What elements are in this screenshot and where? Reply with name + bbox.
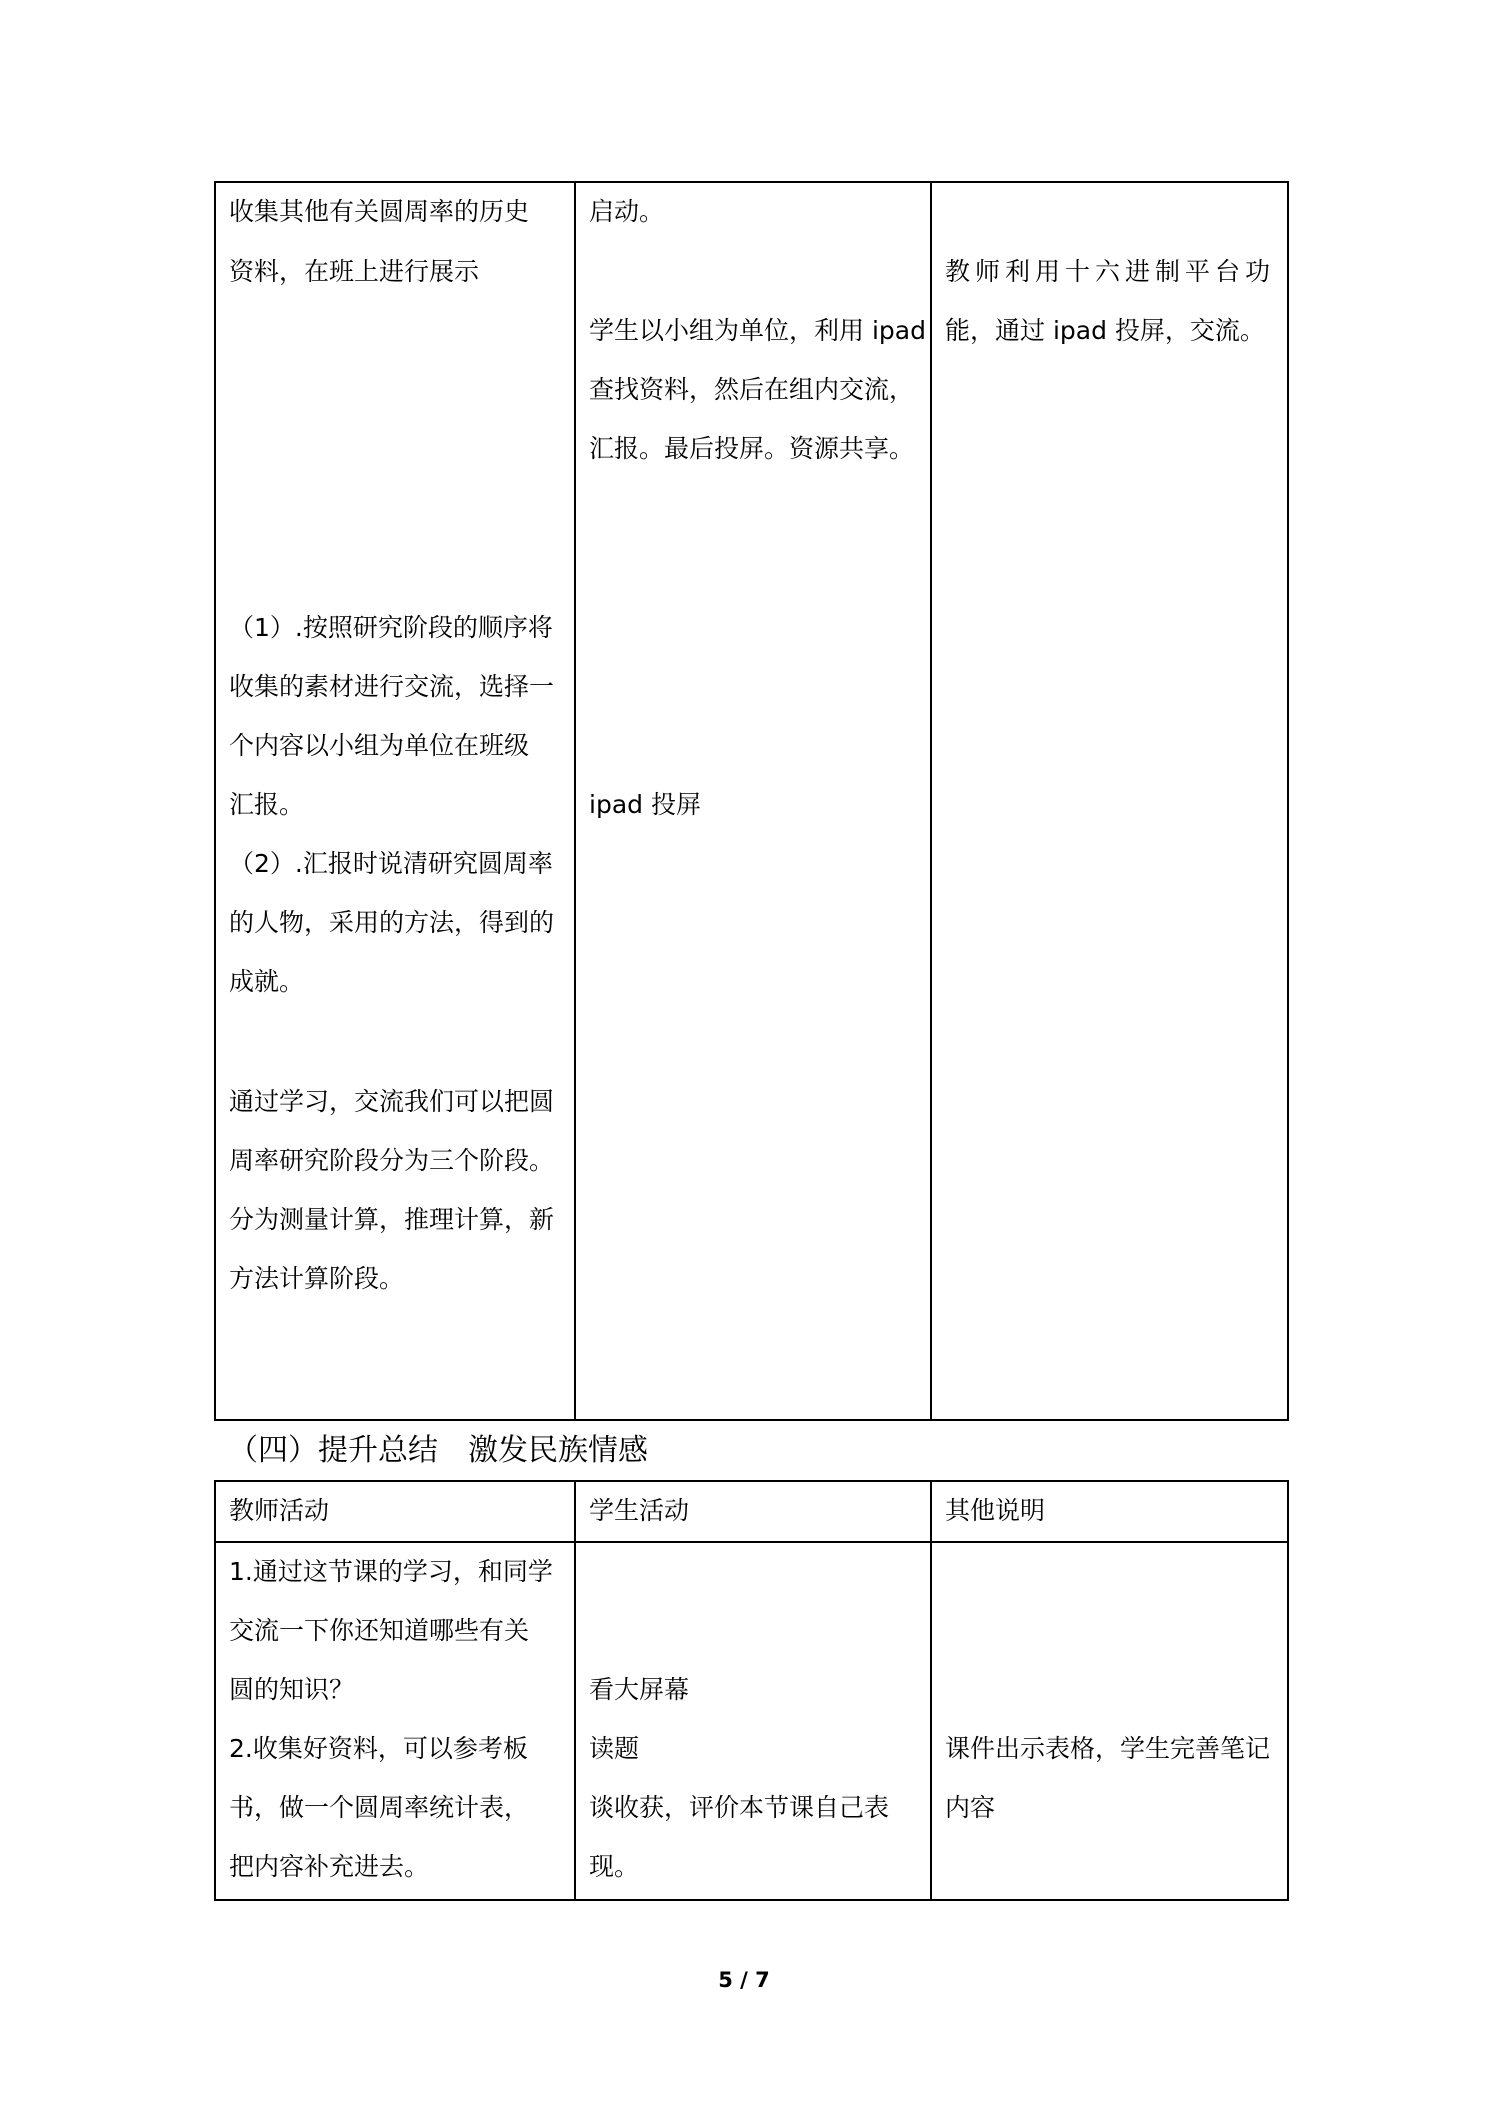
- text-line: 收集的素材进行交流，选择一: [229, 672, 555, 701]
- text-line: 1.通过这节课的学习，和同学: [229, 1557, 553, 1586]
- section-heading: （四）提升总结 激发民族情感: [228, 1433, 648, 1468]
- text-line: 汇报。最后投屏。资源共享。: [589, 434, 915, 463]
- text-line: 成就。: [229, 967, 305, 996]
- text-line: 分为测量计算，推理计算，新: [229, 1205, 555, 1234]
- text-line: ipad 投屏: [589, 790, 701, 819]
- text-line: 课件出示表格，学生完善笔记: [945, 1734, 1271, 1763]
- text-line: 2.收集好资料，可以参考板: [229, 1734, 528, 1763]
- text-line: 汇报。: [229, 790, 305, 819]
- summary-activity-table: [214, 1480, 1289, 1901]
- text-line: 资料，在班上进行展示: [229, 257, 480, 286]
- text-line: 内容: [945, 1793, 996, 1822]
- student-activity-cell: [575, 182, 931, 1420]
- column-header: 学生活动: [589, 1496, 690, 1525]
- text-line: 启动。: [589, 197, 665, 226]
- column-header: 教师活动: [229, 1496, 330, 1525]
- text-line: 教师利用十六进制平台功: [945, 257, 1276, 286]
- text-line: 交流一下你还知道哪些有关: [229, 1616, 530, 1645]
- text-line: 看大屏幕: [589, 1675, 690, 1704]
- other-notes-cell: [931, 182, 1288, 1420]
- teacher-activity-cell: [215, 1542, 575, 1900]
- other-notes-cell: [931, 1542, 1288, 1900]
- text-line: 能，通过 ipad 投屏，交流。: [945, 316, 1265, 345]
- text-line: 周率研究阶段分为三个阶段。: [229, 1146, 555, 1175]
- page-number: 5 / 7: [718, 1968, 770, 1992]
- text-line: 学生以小组为单位，利用 ipad: [589, 316, 926, 345]
- teacher-activity-cell: [215, 182, 575, 1420]
- text-line: 现。: [589, 1852, 640, 1881]
- text-line: 书，做一个圆周率统计表，: [229, 1793, 530, 1822]
- activity-table-continued: [214, 181, 1289, 1421]
- text-line: 圆的知识？: [229, 1675, 355, 1704]
- text-line: 读题: [589, 1734, 640, 1763]
- text-line: （1）.按照研究阶段的顺序将: [229, 613, 553, 642]
- text-line: （2）.汇报时说清研究圆周率: [229, 849, 553, 878]
- header-cell-teacher: [215, 1481, 575, 1542]
- student-activity-cell: [575, 1542, 931, 1900]
- text-line: 谈收获，评价本节课自己表: [589, 1793, 890, 1822]
- text-line: 把内容补充进去。: [229, 1852, 430, 1881]
- text-line: 方法计算阶段。: [229, 1264, 405, 1293]
- text-line: 通过学习，交流我们可以把圆: [229, 1087, 555, 1116]
- header-cell-student: [575, 1481, 931, 1542]
- text-line: 查找资料，然后在组内交流，: [589, 375, 915, 404]
- text-line: 个内容以小组为单位在班级: [229, 731, 530, 760]
- header-cell-notes: [931, 1481, 1288, 1542]
- text-line: 收集其他有关圆周率的历史: [229, 197, 530, 226]
- text-line: 的人物，采用的方法，得到的: [229, 908, 555, 937]
- column-header: 其他说明: [945, 1496, 1046, 1525]
